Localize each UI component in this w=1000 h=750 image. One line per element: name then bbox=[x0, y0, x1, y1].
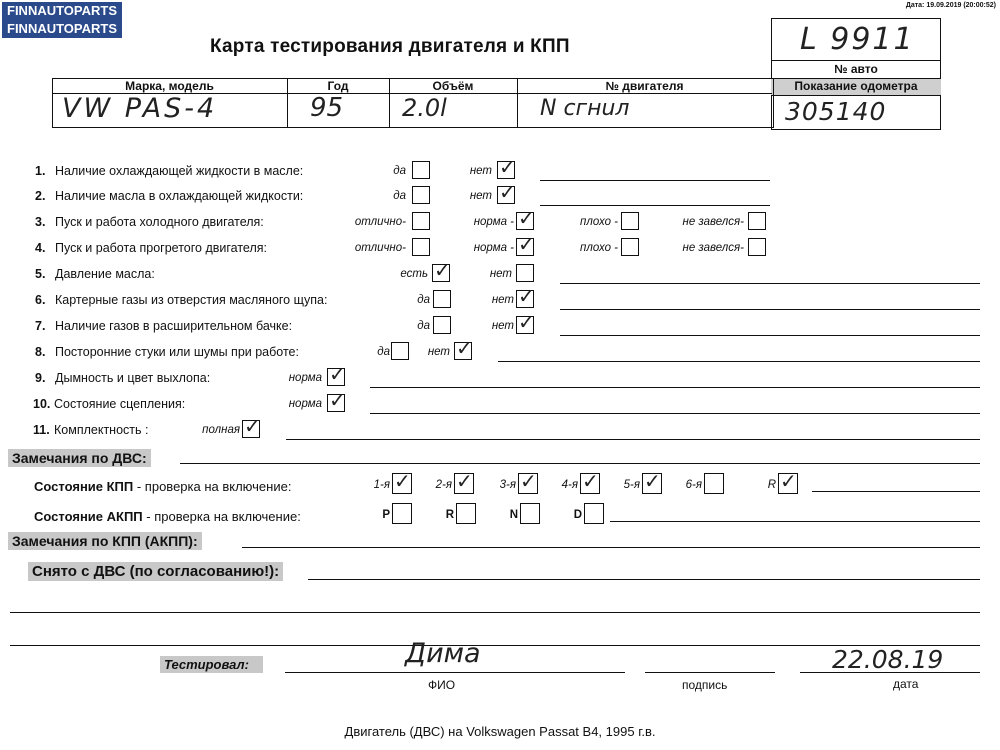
checkbox[interactable] bbox=[748, 238, 766, 256]
remarks-kpp-label: Замечания по КПП (АКПП): bbox=[8, 532, 202, 550]
checkbox[interactable] bbox=[516, 264, 534, 282]
row-number: 3. bbox=[35, 215, 46, 229]
gear-checkbox-checked[interactable] bbox=[518, 469, 538, 494]
note-line[interactable] bbox=[540, 180, 770, 181]
gear-label: 3-я bbox=[499, 479, 516, 491]
checkbox-checked[interactable] bbox=[516, 284, 535, 308]
volume-value: 2.0l bbox=[402, 94, 447, 122]
checkmark-icon: ✓ bbox=[244, 414, 261, 438]
checkbox[interactable] bbox=[433, 316, 451, 334]
row-label: Посторонние стуки или шумы при работе: bbox=[55, 345, 299, 359]
checkbox-checked[interactable] bbox=[432, 258, 451, 282]
site-logo-bottom: FINNAUTOPARTS bbox=[2, 20, 122, 38]
row-label: Пуск и работа прогретого двигателя: bbox=[55, 241, 267, 255]
row-number: 9. bbox=[35, 371, 46, 385]
gear-checkbox[interactable] bbox=[704, 473, 724, 494]
row-label: Картерные газы из отверстия масляного щупа: bbox=[55, 293, 328, 307]
checkbox[interactable] bbox=[412, 238, 430, 256]
gear-checkbox[interactable] bbox=[520, 503, 540, 524]
checkbox[interactable] bbox=[433, 290, 451, 308]
kpp-line[interactable] bbox=[812, 491, 980, 492]
row-label: Комплектность : bbox=[54, 423, 149, 437]
gear-label: R bbox=[445, 509, 454, 521]
odometer-label: Показание одометра bbox=[794, 79, 918, 93]
option-label: не завелся- bbox=[682, 216, 744, 228]
row-number: 8. bbox=[35, 345, 46, 359]
page-title: Карта тестирования двигателя и КПП bbox=[210, 36, 570, 57]
make-value: VW PAS-4 bbox=[62, 93, 218, 124]
row-number: 10. bbox=[33, 397, 51, 411]
checkmark-icon: ✓ bbox=[518, 232, 535, 256]
option-label: нет bbox=[469, 165, 492, 177]
gear-checkbox-checked[interactable] bbox=[642, 469, 662, 494]
gear-label: 6-я bbox=[685, 479, 702, 491]
gear-checkbox[interactable] bbox=[392, 503, 412, 524]
checkmark-icon: ✓ bbox=[456, 469, 473, 493]
note-line[interactable] bbox=[560, 283, 980, 284]
make-label: Марка, модель bbox=[125, 79, 214, 93]
checkbox[interactable] bbox=[621, 212, 639, 230]
option-label: отлично- bbox=[354, 242, 406, 254]
remarks-kpp-line[interactable] bbox=[242, 547, 980, 548]
option-label: да bbox=[393, 190, 406, 202]
auto-number-label: № авто bbox=[834, 62, 878, 76]
checkmark-icon: ✓ bbox=[518, 310, 535, 334]
checkmark-icon: ✓ bbox=[456, 336, 473, 360]
gear-checkbox-checked[interactable] bbox=[778, 469, 798, 494]
option-label: нет bbox=[491, 320, 514, 332]
checkmark-icon: ✓ bbox=[329, 362, 346, 386]
checkmark-icon: ✓ bbox=[329, 388, 346, 412]
option-label: норма bbox=[288, 372, 322, 384]
gear-label: 4-я bbox=[561, 479, 578, 491]
note-line[interactable] bbox=[540, 205, 770, 206]
date-stamp: Дата: 19.09.2019 (20:00:52) bbox=[905, 2, 996, 9]
option-label: есть bbox=[400, 268, 428, 280]
tester-name: Дима bbox=[405, 638, 481, 669]
row-number: 6. bbox=[35, 293, 46, 307]
row-label: Наличие охлаждающей жидкости в масле: bbox=[55, 164, 304, 178]
checkmark-icon: ✓ bbox=[499, 180, 516, 204]
checkbox-checked[interactable] bbox=[454, 336, 473, 360]
year-value: 95 bbox=[310, 93, 344, 123]
gear-checkbox-checked[interactable] bbox=[454, 469, 474, 494]
checkbox-checked[interactable] bbox=[497, 155, 516, 179]
option-label: да bbox=[393, 165, 406, 177]
gear-label: 2-я bbox=[435, 479, 452, 491]
gear-label: 5-я bbox=[623, 479, 640, 491]
akpp-label: Состояние АКПП - проверка на включение: bbox=[34, 509, 301, 524]
checkmark-icon: ✓ bbox=[582, 469, 599, 493]
option-label: плохо - bbox=[580, 216, 618, 228]
checkmark-icon: ✓ bbox=[499, 155, 516, 179]
remarks-engine-line[interactable] bbox=[180, 463, 980, 464]
checkmark-icon: ✓ bbox=[394, 469, 411, 493]
checkbox-checked[interactable] bbox=[327, 362, 346, 386]
checkbox-checked[interactable] bbox=[516, 232, 535, 256]
note-line[interactable] bbox=[498, 361, 980, 362]
divider bbox=[771, 60, 941, 61]
fio-label: ФИО bbox=[428, 678, 456, 692]
tested-label: Тестировал: bbox=[160, 656, 263, 673]
removed-label: Снято с ДВС (по согласованию!): bbox=[28, 562, 283, 581]
checkmark-icon: ✓ bbox=[644, 469, 661, 493]
test-date-value: 22.08.19 bbox=[832, 645, 944, 674]
option-label: да bbox=[377, 346, 390, 358]
checkmark-icon: ✓ bbox=[520, 469, 537, 493]
engine-label: № двигателя bbox=[605, 79, 684, 93]
auto-number-value: L 9911 bbox=[800, 22, 915, 57]
site-logo-top: FINNAUTOPARTS bbox=[2, 2, 122, 20]
row-label: Состояние сцепления: bbox=[54, 397, 186, 411]
checkbox[interactable] bbox=[412, 212, 430, 230]
note-line[interactable] bbox=[370, 387, 980, 388]
sign-label: подпись bbox=[682, 678, 728, 692]
row-number: 5. bbox=[35, 267, 46, 281]
gear-checkbox-checked[interactable] bbox=[392, 469, 412, 494]
option-label: норма - bbox=[473, 242, 514, 254]
row-number: 4. bbox=[35, 241, 46, 255]
option-label: полная bbox=[202, 424, 240, 436]
volume-label: Объём bbox=[432, 79, 474, 93]
sign-line[interactable] bbox=[645, 672, 775, 673]
row-number: 1. bbox=[35, 164, 46, 178]
row-label: Наличие газов в расширительном бачке: bbox=[55, 319, 293, 333]
gear-label: D bbox=[573, 509, 582, 521]
year-label: Год bbox=[327, 79, 349, 93]
date-line[interactable] bbox=[800, 672, 980, 673]
removed-line-2[interactable] bbox=[10, 612, 980, 613]
gear-label: P bbox=[382, 509, 390, 521]
date-label: дата bbox=[893, 677, 919, 691]
note-line[interactable] bbox=[286, 439, 980, 440]
checkbox-checked[interactable] bbox=[242, 414, 261, 438]
photo-caption: Двигатель (ДВС) на Volkswagen Passat B4, 1995 г.в. bbox=[344, 724, 656, 739]
gear-checkbox[interactable] bbox=[456, 503, 476, 524]
checkbox[interactable] bbox=[412, 161, 430, 179]
note-line[interactable] bbox=[370, 413, 980, 414]
gear-checkbox[interactable] bbox=[584, 503, 604, 524]
checkbox-checked[interactable] bbox=[516, 310, 535, 334]
row-label: Давление масла: bbox=[55, 267, 155, 281]
engine-value: N сгнuл bbox=[540, 96, 630, 121]
checkmark-icon: ✓ bbox=[518, 284, 535, 308]
gear-checkbox-checked[interactable] bbox=[580, 469, 600, 494]
row-label: Дымность и цвет выхлопа: bbox=[55, 371, 211, 385]
option-label: норма bbox=[288, 398, 322, 410]
option-label: да bbox=[417, 320, 430, 332]
option-label: норма - bbox=[473, 216, 514, 228]
removed-line[interactable] bbox=[308, 579, 980, 580]
kpp-label: Состояние КПП - проверка на включение: bbox=[34, 479, 292, 494]
checkbox[interactable] bbox=[412, 186, 430, 204]
checkbox[interactable] bbox=[748, 212, 766, 230]
checkbox-checked[interactable] bbox=[327, 388, 346, 412]
row-label: Пуск и работа холодного двигателя: bbox=[55, 215, 264, 229]
checkbox-checked[interactable] bbox=[497, 180, 516, 204]
option-label: нет bbox=[427, 346, 450, 358]
gear-label: R bbox=[767, 479, 776, 491]
fio-line[interactable] bbox=[285, 672, 625, 673]
checkbox[interactable] bbox=[621, 238, 639, 256]
note-line[interactable] bbox=[560, 335, 980, 336]
akpp-line[interactable] bbox=[610, 521, 980, 522]
checkmark-icon: ✓ bbox=[518, 206, 535, 230]
remarks-engine-label: Замечания по ДВС: bbox=[8, 449, 151, 467]
option-label: не завелся- bbox=[682, 242, 744, 254]
odometer-value: 305140 bbox=[785, 97, 887, 126]
row-label: Наличие масла в охлаждающей жидкости: bbox=[55, 189, 304, 203]
row-number: 7. bbox=[35, 319, 46, 333]
checkbox-checked[interactable] bbox=[516, 206, 535, 230]
option-label: плохо - bbox=[580, 242, 618, 254]
option-label: да bbox=[417, 294, 430, 306]
gear-label: 1-я bbox=[373, 479, 390, 491]
checkmark-icon: ✓ bbox=[780, 469, 797, 493]
row-number: 2. bbox=[35, 189, 46, 203]
note-line[interactable] bbox=[560, 309, 980, 310]
row-number: 11. bbox=[33, 423, 50, 437]
gear-label: N bbox=[509, 509, 518, 521]
option-label: нет bbox=[491, 294, 514, 306]
option-label: отлично- bbox=[354, 216, 406, 228]
checkmark-icon: ✓ bbox=[434, 258, 451, 282]
option-label: нет bbox=[489, 268, 512, 280]
option-label: нет bbox=[469, 190, 492, 202]
